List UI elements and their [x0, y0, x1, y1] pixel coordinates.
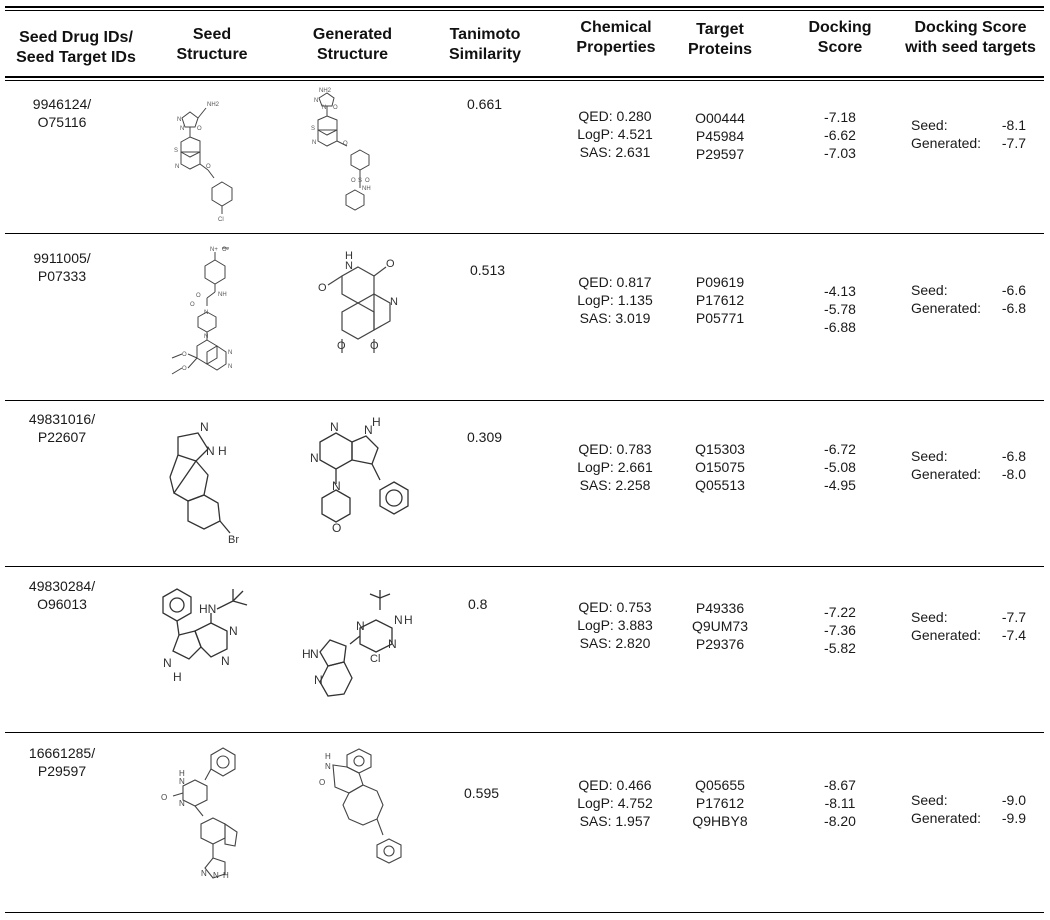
row3-gen-atom-n4: N [332, 479, 341, 493]
row5-tanimoto: 0.595 [464, 785, 500, 801]
row4-seed-molecule [143, 585, 268, 705]
row5-docking: -8.67 -8.11 -8.20 [824, 777, 856, 829]
row5-seed-atom-h2: H [223, 871, 229, 880]
header-rule-2 [5, 80, 1044, 81]
row3-gen-atom-h: H [372, 415, 381, 429]
row1-seed-atom-n2: N [180, 126, 185, 132]
row4-chem-props: QED: 0.753 LogP: 3.883 SAS: 2.820 [577, 599, 653, 651]
row5-seed-molecule [155, 740, 265, 890]
row1-gen-atom-o4: O [365, 178, 370, 184]
row3-seed-atom-n2: N [206, 444, 215, 458]
row2-seed-atom-n3: N [228, 350, 233, 356]
row2-targets: P09619 P17612 P05771 [695, 274, 745, 326]
row3-docking: -6.72 -5.08 -4.95 [824, 441, 856, 493]
row4-seed-atom-n3: N [163, 656, 172, 670]
header-docking-seed-targets: Docking Score with seed targets [905, 19, 1036, 56]
row1-seed-atom-s: S [174, 148, 179, 154]
row2-seed-atom-ominus: O- [222, 247, 229, 253]
row-rule-4 [5, 732, 1044, 733]
row4-generated-molecule [300, 590, 425, 720]
row4-seed-structure [143, 585, 268, 705]
header-tanimoto: Tanimoto Similarity [448, 26, 522, 63]
row1-seed-atom-o1: O [197, 126, 202, 132]
row3-generated-molecule [302, 415, 427, 555]
row4-docking: -7.22 -7.36 -5.82 [824, 604, 856, 656]
row3-seed-ids: 49831016/ P22607 [28, 411, 96, 445]
row2-docking-seed-targets: Seed: -6.6 Generated: -6.8 [911, 282, 1026, 316]
row5-seed-atom-n2: N [179, 799, 185, 808]
row2-seed-atom-o4: O [182, 366, 187, 372]
row1-generated-structure [305, 84, 415, 214]
row1-targets: O00444 P45984 P29597 [695, 110, 745, 162]
header-docking: Docking Score [808, 19, 872, 56]
row2-seed-atom-nh: NH [218, 292, 227, 298]
row5-chem-props: QED: 0.466 LogP: 4.752 SAS: 1.957 [577, 777, 653, 829]
row5-gen-atom-o: O [319, 778, 326, 787]
row3-seed-atom-n1: N [200, 420, 209, 434]
row1-seed-molecule [160, 86, 260, 231]
row1-generated-molecule [305, 84, 415, 214]
row4-gen-atom-n2: N [356, 619, 365, 633]
row2-gen-atom-o2: O [318, 282, 327, 294]
row5-seed-atom-o: O [161, 793, 168, 802]
row5-seed-atom-n1: N [179, 777, 185, 786]
row5-generated-structure [305, 745, 415, 875]
row4-seed-ids: 49830284/ O96013 [28, 578, 96, 612]
header-seed-ids: Seed Drug IDs/ Seed Target IDs [16, 29, 136, 66]
row1-seed-atom-cl: Cl [218, 217, 224, 223]
row1-docking: -7.18 -6.62 -7.03 [824, 109, 856, 161]
row-rule-3 [5, 566, 1044, 567]
row1-gen-atom-nh2: NH2 [319, 88, 332, 94]
row4-gen-atom-n3: N [310, 647, 319, 661]
row5-gen-atom-n: N [325, 762, 331, 771]
row4-docking-seed-targets: Seed: -7.7 Generated: -7.4 [911, 609, 1026, 643]
row2-seed-atom-nplus: N+ [210, 247, 218, 253]
row3-seed-structure [148, 415, 258, 545]
row1-gen-atom-o1: O [333, 105, 338, 111]
row3-gen-atom-n2: N [364, 423, 373, 437]
row3-chem-props: QED: 0.783 LogP: 2.661 SAS: 2.258 [577, 441, 653, 493]
row1-chem-props: QED: 0.280 LogP: 4.521 SAS: 2.631 [577, 108, 653, 160]
top-rule-1 [5, 6, 1044, 8]
row3-seed-molecule [148, 415, 258, 545]
row2-seed-ids: 9911005/ P07333 [33, 250, 91, 284]
header-rule-1 [5, 76, 1044, 78]
row5-generated-molecule [305, 745, 415, 875]
row2-gen-atom-o4: O [370, 340, 379, 352]
row1-gen-atom-nh: NH [362, 186, 371, 192]
row5-gen-atom-h: H [325, 752, 331, 761]
row2-seed-atom-o2: O [190, 302, 195, 308]
row2-tanimoto: 0.513 [470, 262, 506, 278]
row2-chem-props: QED: 0.817 LogP: 1.135 SAS: 3.019 [577, 274, 653, 326]
row4-targets: P49336 Q9UM73 P29376 [691, 600, 749, 652]
header-seed-structure: Seed Structure [176, 26, 248, 63]
row5-seed-atom-n4: N [213, 871, 219, 880]
row2-generated-molecule [300, 245, 420, 385]
row3-seed-atom-br: Br [228, 534, 239, 546]
top-rule-2 [5, 10, 1044, 11]
row5-seed-structure [155, 740, 265, 890]
row5-targets: Q05655 P17612 Q9HBY8 [692, 777, 748, 829]
row2-seed-molecule [160, 240, 260, 385]
row1-gen-atom-n2: N [322, 105, 327, 111]
row3-tanimoto: 0.309 [467, 429, 503, 445]
row4-gen-atom-n1: N [394, 613, 403, 627]
row-rule-2 [5, 400, 1044, 401]
row2-seed-structure [160, 240, 260, 385]
row4-gen-atom-cl: Cl [370, 653, 381, 665]
row1-gen-atom-s1: S [311, 126, 316, 132]
row1-seed-atom-n1: N [177, 117, 182, 123]
row3-gen-atom-o: O [332, 521, 342, 535]
row2-gen-atom-n1: N [345, 260, 353, 272]
row5-seed-atom-n3: N [201, 869, 207, 878]
row3-docking-seed-targets: Seed: -6.8 Generated: -8.0 [911, 448, 1026, 482]
row1-seed-atom-n3: N [175, 164, 180, 170]
row1-gen-atom-o2: O [343, 141, 348, 147]
row2-gen-atom-o3: O [337, 340, 346, 352]
row2-seed-atom-n4: N [228, 364, 233, 370]
row2-gen-atom-n2: N [390, 296, 398, 308]
row3-generated-structure [302, 415, 427, 555]
header-targets: Target Proteins [687, 21, 752, 58]
row1-seed-ids: 9946124/ O75116 [32, 96, 92, 130]
row2-seed-atom-o3: O [182, 352, 187, 358]
row4-tanimoto: 0.8 [468, 596, 488, 612]
row2-seed-atom-n1: N [204, 310, 209, 316]
row1-gen-atom-s2: S [358, 178, 363, 184]
row4-seed-atom-hn: HN [199, 602, 217, 616]
row4-seed-atom-n1: N [229, 624, 238, 638]
row4-gen-atom-n5: N [388, 637, 397, 651]
row5-docking-seed-targets: Seed: -9.0 Generated: -9.9 [911, 792, 1026, 826]
row5-seed-ids: 16661285/ P29597 [28, 745, 96, 779]
row1-seed-atom-nh2: NH2 [207, 102, 220, 108]
header-generated-structure: Generated Structure [312, 26, 393, 63]
row3-gen-atom-n1: N [330, 420, 339, 434]
row4-gen-atom-h1: H [404, 613, 413, 627]
row2-gen-atom-o1: O [386, 258, 395, 270]
header-chem-props: Chemical Properties [576, 19, 656, 56]
row4-seed-atom-h: H [173, 670, 182, 684]
row1-gen-atom-n3: N [312, 140, 317, 146]
row2-seed-atom-n2: N [204, 334, 209, 340]
row3-targets: Q15303 O15075 Q05513 [695, 441, 745, 493]
bottom-rule [5, 912, 1044, 913]
row4-seed-atom-n2: N [221, 654, 230, 668]
row1-tanimoto: 0.661 [467, 96, 503, 112]
row4-gen-atom-n4: N [314, 673, 323, 687]
row1-seed-structure [160, 86, 260, 231]
row1-docking-seed-targets: Seed: -8.1 Generated: -7.7 [911, 117, 1026, 151]
row-rule-1 [5, 233, 1044, 234]
row2-generated-structure [300, 245, 420, 385]
row3-seed-atom-h: H [218, 444, 227, 458]
row2-seed-atom-o1: O [196, 293, 201, 299]
row4-generated-structure [300, 590, 425, 720]
row1-gen-atom-n1: N [314, 98, 319, 104]
row4-gen-atom-h2: H [302, 647, 311, 661]
row2-gen-atom-h: H [345, 250, 353, 262]
row2-docking: -4.13 -5.78 -6.88 [824, 283, 856, 335]
row1-gen-atom-o3: O [351, 178, 356, 184]
row5-seed-atom-h1: H [179, 769, 185, 778]
row1-seed-atom-o2: O [206, 164, 211, 170]
row3-gen-atom-n3: N [310, 451, 319, 465]
